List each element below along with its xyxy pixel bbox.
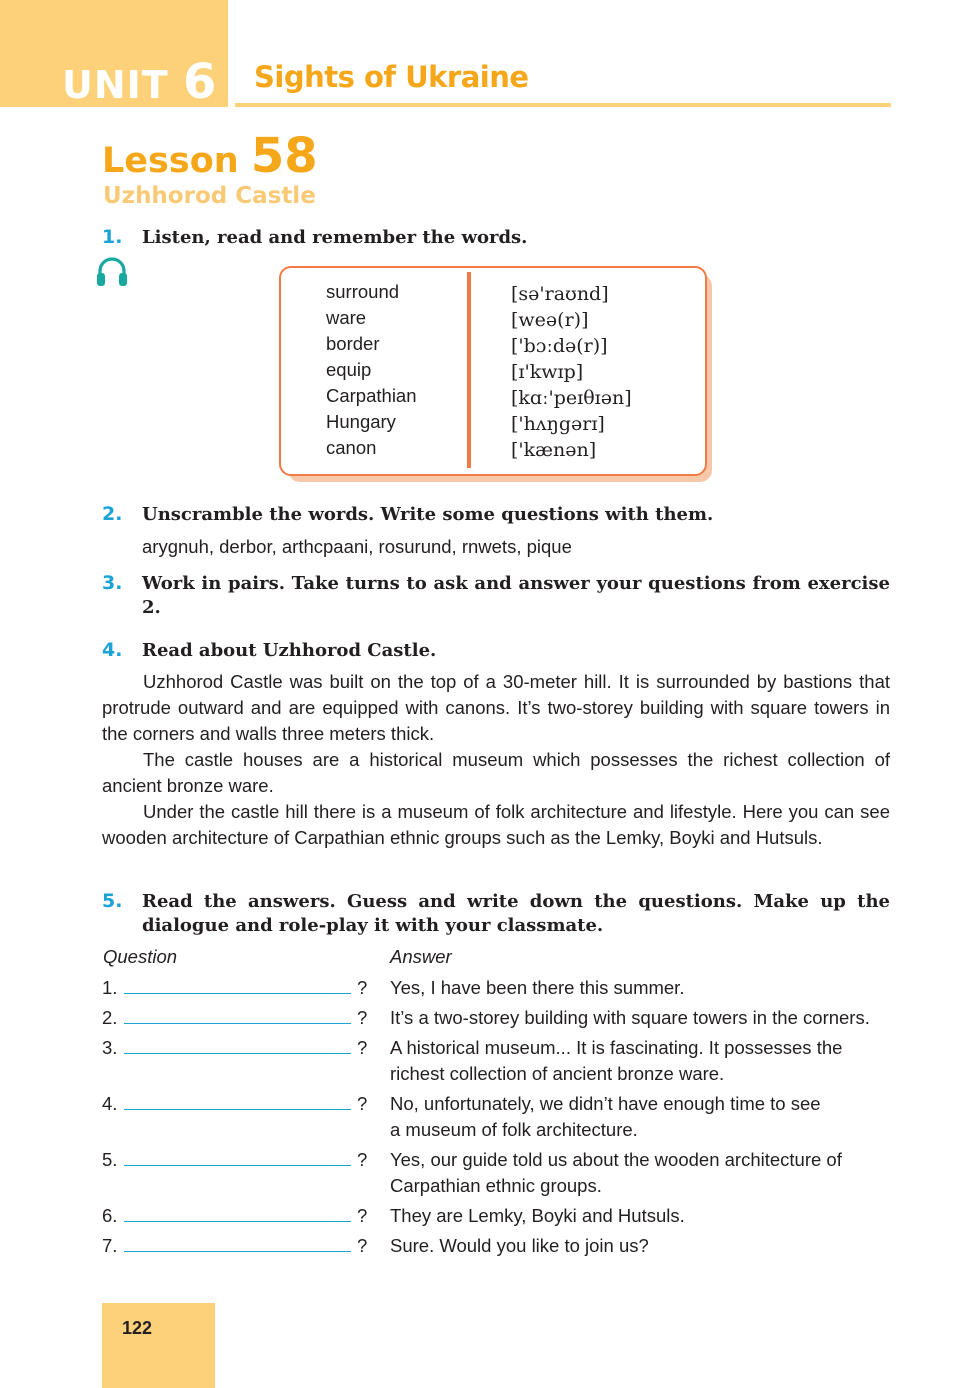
question-mark: ? <box>357 977 368 998</box>
question-blank[interactable] <box>124 1221 351 1222</box>
question-number: 3. <box>102 1037 118 1058</box>
exercise-4-number: 4. <box>102 639 123 661</box>
lesson-title <box>102 128 318 184</box>
reading-text <box>102 669 890 851</box>
exercise-5-number: 5. <box>102 890 123 912</box>
exercise-4-title: Read about Uzhhorod Castle. <box>142 640 437 661</box>
vocab-word: surround <box>326 281 400 302</box>
exercise-1-title: Listen, read and remember the words. <box>142 227 528 248</box>
vocab-transcription: [weə(r)] <box>511 309 589 331</box>
exercise-1-number: 1. <box>102 226 123 248</box>
header-divider <box>235 103 891 107</box>
vocab-word: equip <box>326 359 372 380</box>
answer-text: a museum of folk architecture. <box>390 1119 638 1140</box>
question-blank[interactable] <box>124 1251 351 1252</box>
vocab-transcription: [sə'raʊnd] <box>511 283 609 305</box>
question-number: 7. <box>102 1235 118 1256</box>
question-number: 6. <box>102 1205 118 1226</box>
question-blank[interactable] <box>124 993 351 994</box>
vocab-transcription: ['hʌŋgərɪ] <box>511 413 605 435</box>
question-number: 5. <box>102 1149 118 1170</box>
vocab-word: border <box>326 333 380 354</box>
question-mark: ? <box>357 1205 368 1226</box>
answer-text: A historical museum... It is fascinating. It possesses the <box>390 1037 843 1058</box>
vocab-word: Hungary <box>326 411 396 432</box>
question-number: 1. <box>102 977 118 998</box>
reading-paragraph: Under the castle hill there is a museum of folk architecture and lifestyle. Here you can see wooden architecture of Carpathian ethnic groups such as the Lemky, Boyki and Hutsuls. <box>102 801 890 848</box>
answer-text: Yes, our guide told us about the wooden architecture of <box>390 1149 842 1170</box>
reading-paragraph: Uzhhorod Castle was built on the top of a 30-meter hill. It is surrounded by bastions that protrude outward and are equipped with canons. It’s two-storey building with square towers in the corners and walls three meters thick. <box>102 671 890 744</box>
answer-text: No, unfortunately, we didn’t have enough time to see <box>390 1093 821 1114</box>
answer-text: Yes, I have been there this summer. <box>390 977 685 998</box>
question-mark: ? <box>357 1037 368 1058</box>
question-blank[interactable] <box>124 1053 351 1054</box>
unit-word: UNIT <box>62 63 169 107</box>
unit-number: 6 <box>182 54 218 110</box>
vocab-divider <box>467 272 471 468</box>
vocab-transcription: ['kænən] <box>511 439 597 461</box>
scrambled-words: arygnuh, derbor, arthcpaani, rosurund, rnwets, pique <box>142 536 572 557</box>
question-blank[interactable] <box>124 1023 351 1024</box>
vocab-word: ware <box>326 307 367 328</box>
question-mark: ? <box>357 1007 368 1028</box>
answer-column-header: Answer <box>390 946 452 967</box>
answer-text: richest collection of ancient bronze ware. <box>390 1063 725 1084</box>
unit-title: Sights of Ukraine <box>254 60 529 94</box>
exercise-3-title: Work in pairs. Take turns to ask and answer your questions from exercise 2. <box>142 573 890 618</box>
exercise-2-title: Unscramble the words. Write some questions with them. <box>142 504 714 525</box>
vocab-word: Carpathian <box>326 385 417 406</box>
unit-label <box>62 54 217 110</box>
vocab-transcription: ['bɔːdə(r)] <box>511 335 608 357</box>
exercise-2-number: 2. <box>102 503 123 525</box>
exercise-3-number: 3. <box>102 572 123 594</box>
lesson-number: 58 <box>250 128 318 184</box>
page-number-box <box>102 1303 215 1388</box>
question-mark: ? <box>357 1093 368 1114</box>
question-mark: ? <box>357 1149 368 1170</box>
question-number: 4. <box>102 1093 118 1114</box>
vocab-word: canon <box>326 437 377 458</box>
vocab-transcription: [ɪ'kwɪp] <box>511 361 584 383</box>
answer-text: It’s a two-storey building with square towers in the corners. <box>390 1007 870 1028</box>
answer-text: They are Lemky, Boyki and Hutsuls. <box>390 1205 685 1226</box>
answer-text: Sure. Would you like to join us? <box>390 1235 649 1256</box>
exercise-5-title: Read the answers. Guess and write down the questions. Make up the dialogue and role-play it with your classmate. <box>142 891 890 936</box>
question-blank[interactable] <box>124 1109 351 1110</box>
lesson-subtitle: Uzhhorod Castle <box>103 183 316 209</box>
page-number: 122 <box>122 1318 153 1338</box>
question-blank[interactable] <box>124 1165 351 1166</box>
answer-text: Carpathian ethnic groups. <box>390 1175 602 1196</box>
headphones-icon[interactable] <box>95 256 129 288</box>
question-mark: ? <box>357 1235 368 1256</box>
question-column-header: Question <box>103 946 178 967</box>
question-number: 2. <box>102 1007 118 1028</box>
vocab-transcription: [kɑː'peɪθɪən] <box>511 387 632 409</box>
lesson-word: Lesson <box>102 141 239 181</box>
reading-paragraph: The castle houses are a historical museum which possesses the richest collection of ancient bronze ware. <box>102 749 890 796</box>
